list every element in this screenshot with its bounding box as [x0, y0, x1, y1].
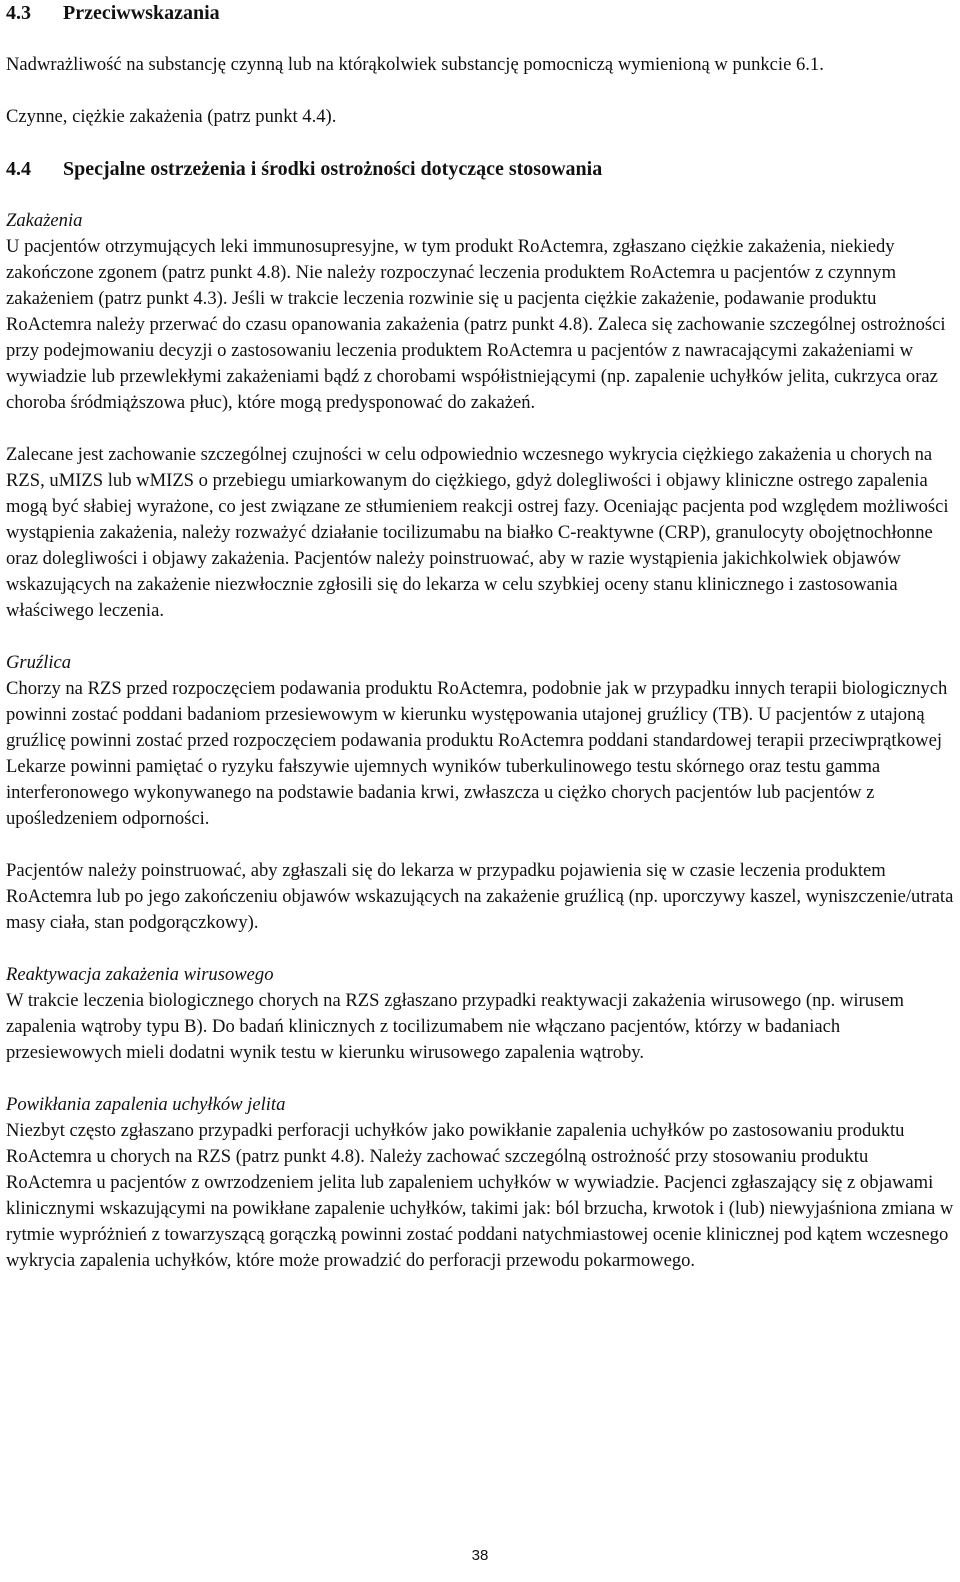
- section-title: Przeciwwskazania: [63, 2, 220, 24]
- page-number: 38: [471, 1547, 489, 1564]
- paragraph: Nadwrażliwość na substancję czynną lub na którąkolwiek substancję pomocniczą wymienioną w punkcie 6.1.: [6, 54, 824, 75]
- section-heading-4-4: [6, 156, 956, 182]
- paragraph: W trakcie leczenia biologicznego chorych na RZS zgłaszano przypadki reaktywacji zakażenia wirusowego (np. wirusem zapalenia wątroby typu B). Do badań klinicznych z tocilizumabem nie włączano pacjentów, którzy w badaniach przesiewowych mieli dodatni wynik testu w kierunku wirusowego zapalenia wątroby.: [6, 990, 904, 1063]
- section-title: Specjalne ostrzeżenia i środki ostrożności dotyczące stosowania: [63, 158, 603, 180]
- paragraph: Chorzy na RZS przed rozpoczęciem podawania produktu RoActemra, podobnie jak w przypadku innych terapii biologicznych powinni zostać poddani badaniom przesiewowym w kierunku występowania utajonej gruźlicy (TB). U pacjentów z utajoną gruźlicę powinni zostać przed rozpoczęciem podawania produktu RoActemra poddani standardowej terapii przeciwprątkowej Lekarze powinni pamiętać o ryzyku fałszywie ujemnych wyników tuberkulinowego testu skórnego oraz testu gamma interferonowego wykonywanego na podstawie badania krwi, zwłaszcza u ciężko chorych pacjentów lub pacjentów z upośledzeniem odporności.: [6, 678, 948, 829]
- section-number: 4.4: [6, 158, 31, 180]
- subsection-heading-tuberculosis: Gruźlica: [6, 652, 72, 673]
- section-number: 4.3: [6, 2, 31, 24]
- paragraph: Czynne, ciężkie zakażenia (patrz punkt 4.4).: [6, 106, 337, 127]
- paragraph: Niezbyt często zgłaszano przypadki perforacji uchyłków jako powikłanie zapalenia uchyłków po zastosowaniu produktu RoActemra u chorych na RZS (patrz punkt 4.8). Należy zachować szczególną ostrożność przy stosowaniu produktu RoActemra u pacjentów z owrzodzeniem jelita lub zapaleniem uchyłków w wywiadzie. Pacjenci zgłaszający się z objawami klinicznymi wskazującymi na powikłane zapalenie uchyłków, takimi jak: ból brzucha, krwotok i (lub) niewyjaśniona zmiana w rytmie wypróżnień z towarzyszącą gorączką powinni zostać poddani natychmiastowej ocenie klinicznej pod kątem wczesnego wykrycia zapalenia uchyłków, które może prowadzić do perforacji przewodu pokarmowego.: [6, 1120, 954, 1271]
- document-page: [6, 0, 956, 1274]
- paragraph: Pacjentów należy poinstruować, aby zgłaszali się do lekarza w przypadku pojawienia się w czasie leczenia produktem RoActemra lub po jego zakończeniu objawów wskazujących na zakażenie gruźlicą (np. uporczywy kaszel, wyniszczenie/utrata masy ciała, stan podgorączkowy).: [6, 860, 954, 933]
- subsection-heading-infections: Zakażenia: [6, 210, 83, 231]
- section-heading-4-3: [6, 0, 956, 26]
- subsection-heading-diverticulitis: Powikłania zapalenia uchyłków jelita: [6, 1094, 286, 1115]
- subsection-heading-viral-reactivation: Reaktywacja zakażenia wirusowego: [6, 964, 274, 985]
- paragraph: U pacjentów otrzymujących leki immunosupresyjne, w tym produkt RoActemra, zgłaszano ciężkie zakażenia, niekiedy zakończone zgonem (patrz punkt 4.8). Nie należy rozpoczynać leczenia produktem RoActemra u pacjentów z czynnym zakażeniem (patrz punkt 4.3). Jeśli w trakcie leczenia rozwinie się u pacjenta ciężkie zakażenie, podawanie produktu RoActemra należy przerwać do czasu opanowania zakażenia (patrz punkt 4.8). Zaleca się zachowanie szczególnej ostrożności przy podejmowaniu decyzji o zastosowaniu leczenia produktem RoActemra u pacjentów z nawracającymi zakażeniami w wywiadzie lub przewlekłymi zakażeniami bądź z chorobami współistniejącymi (np. zapalenie uchyłków jelita, cukrzyca oraz choroba śródmiąższowa płuc), które mogą predysponować do zakażeń.: [6, 236, 946, 413]
- paragraph: Zalecane jest zachowanie szczególnej czujności w celu odpowiednio wczesnego wykrycia ciężkiego zakażenia u chorych na RZS, uMIZS lub wMIZS o przebiegu umiarkowanym do ciężkiego, gdyż dolegliwości i objawy kliniczne ostrego zapalenia mogą być słabiej wyrażone, co jest związane ze stłumieniem reakcji ostrej fazy. Oceniając pacjenta pod względem możliwości wystąpienia zakażenia, należy rozważyć działanie tocilizumabu na białko C-reaktywne (CRP), granulocyty obojętnochłonne oraz dolegliwości i objawy zakażenia. Pacjentów należy poinstruować, aby w razie wystąpienia jakichkolwiek objawów wskazujących na zakażenie niezwłocznie zgłosili się do lekarza w celu szybkiej oceny stanu klinicznego i zastosowania właściwego leczenia.: [6, 444, 949, 621]
